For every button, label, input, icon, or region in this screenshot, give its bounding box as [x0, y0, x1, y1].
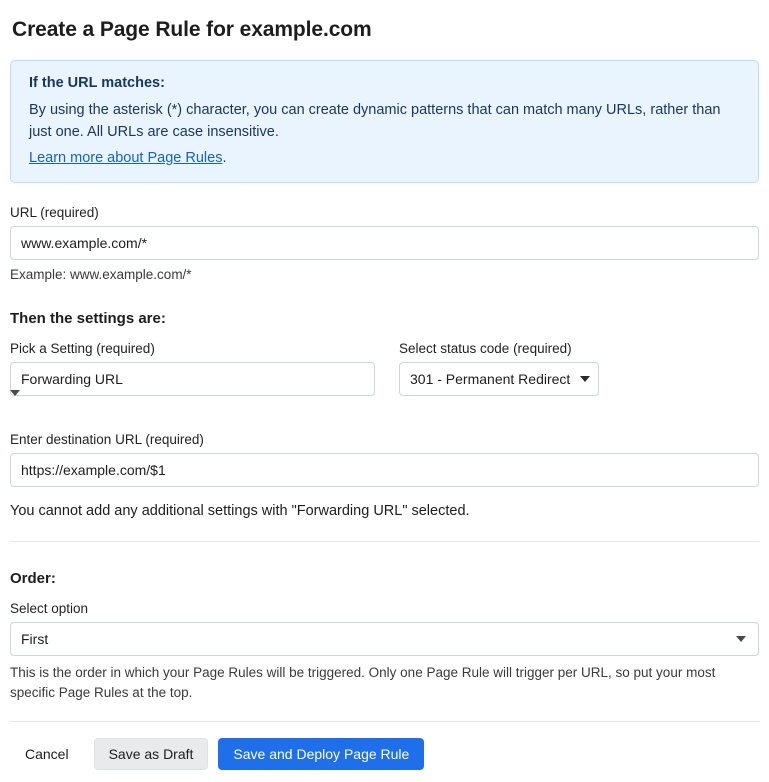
- status-code-group: [399, 341, 599, 396]
- pick-setting-value: Forwarding URL: [21, 370, 123, 387]
- status-code-label: Select status code (required): [399, 340, 572, 356]
- pick-setting-label: Pick a Setting (required): [10, 340, 155, 356]
- pick-setting-group: [10, 341, 375, 412]
- order-select-value: First: [21, 630, 49, 647]
- order-select[interactable]: [10, 622, 759, 656]
- divider: [10, 541, 759, 542]
- url-field-label: URL (required): [10, 204, 99, 220]
- pick-setting-dropdown-button[interactable]: [10, 396, 375, 412]
- url-input[interactable]: [10, 226, 759, 260]
- save-and-deploy-button[interactable]: Save and Deploy Page Rule: [218, 738, 424, 770]
- info-box-link-row: [29, 150, 740, 166]
- forwarding-url-note: You cannot add any additional settings with "Forwarding URL" selected.: [10, 502, 470, 519]
- info-box-title: If the URL matches:: [29, 75, 165, 91]
- order-heading: Order:: [10, 569, 56, 587]
- form-footer: [10, 721, 759, 770]
- destination-url-input[interactable]: [10, 453, 759, 487]
- save-as-draft-button[interactable]: Save as Draft: [94, 738, 209, 770]
- chevron-down-icon: [736, 636, 746, 642]
- cancel-button[interactable]: Cancel: [10, 738, 84, 770]
- order-select-label: Select option: [10, 600, 89, 616]
- learn-more-page-rules-link[interactable]: Learn more about Page Rules: [29, 149, 223, 166]
- settings-row: [10, 341, 759, 412]
- pick-setting-select[interactable]: [10, 362, 375, 396]
- chevron-down-icon: [10, 390, 20, 412]
- url-match-info-box: [10, 60, 759, 183]
- info-box-text: By using the asterisk (*) character, you can create dynamic patterns that can match many URLs, rather than just one. All URLs are case insensitive.: [29, 102, 721, 141]
- info-box-link-suffix: .: [222, 149, 227, 166]
- url-helper-text: Example: www.example.com/*: [10, 266, 192, 282]
- chevron-down-icon: [580, 376, 590, 382]
- settings-heading: Then the settings are:: [10, 309, 166, 327]
- page-title: Create a Page Rule for example.com: [12, 18, 372, 41]
- destination-url-label: Enter destination URL (required): [10, 431, 204, 447]
- status-code-value: 301 - Permanent Redirect: [410, 370, 571, 387]
- pick-setting-select-wrap: [10, 362, 375, 412]
- order-note: This is the order in which your Page Rules will be triggered. Only one Page Rule will trigger per URL, so put your most specific Page Rules at the top.: [10, 664, 716, 701]
- status-code-select[interactable]: [399, 362, 599, 396]
